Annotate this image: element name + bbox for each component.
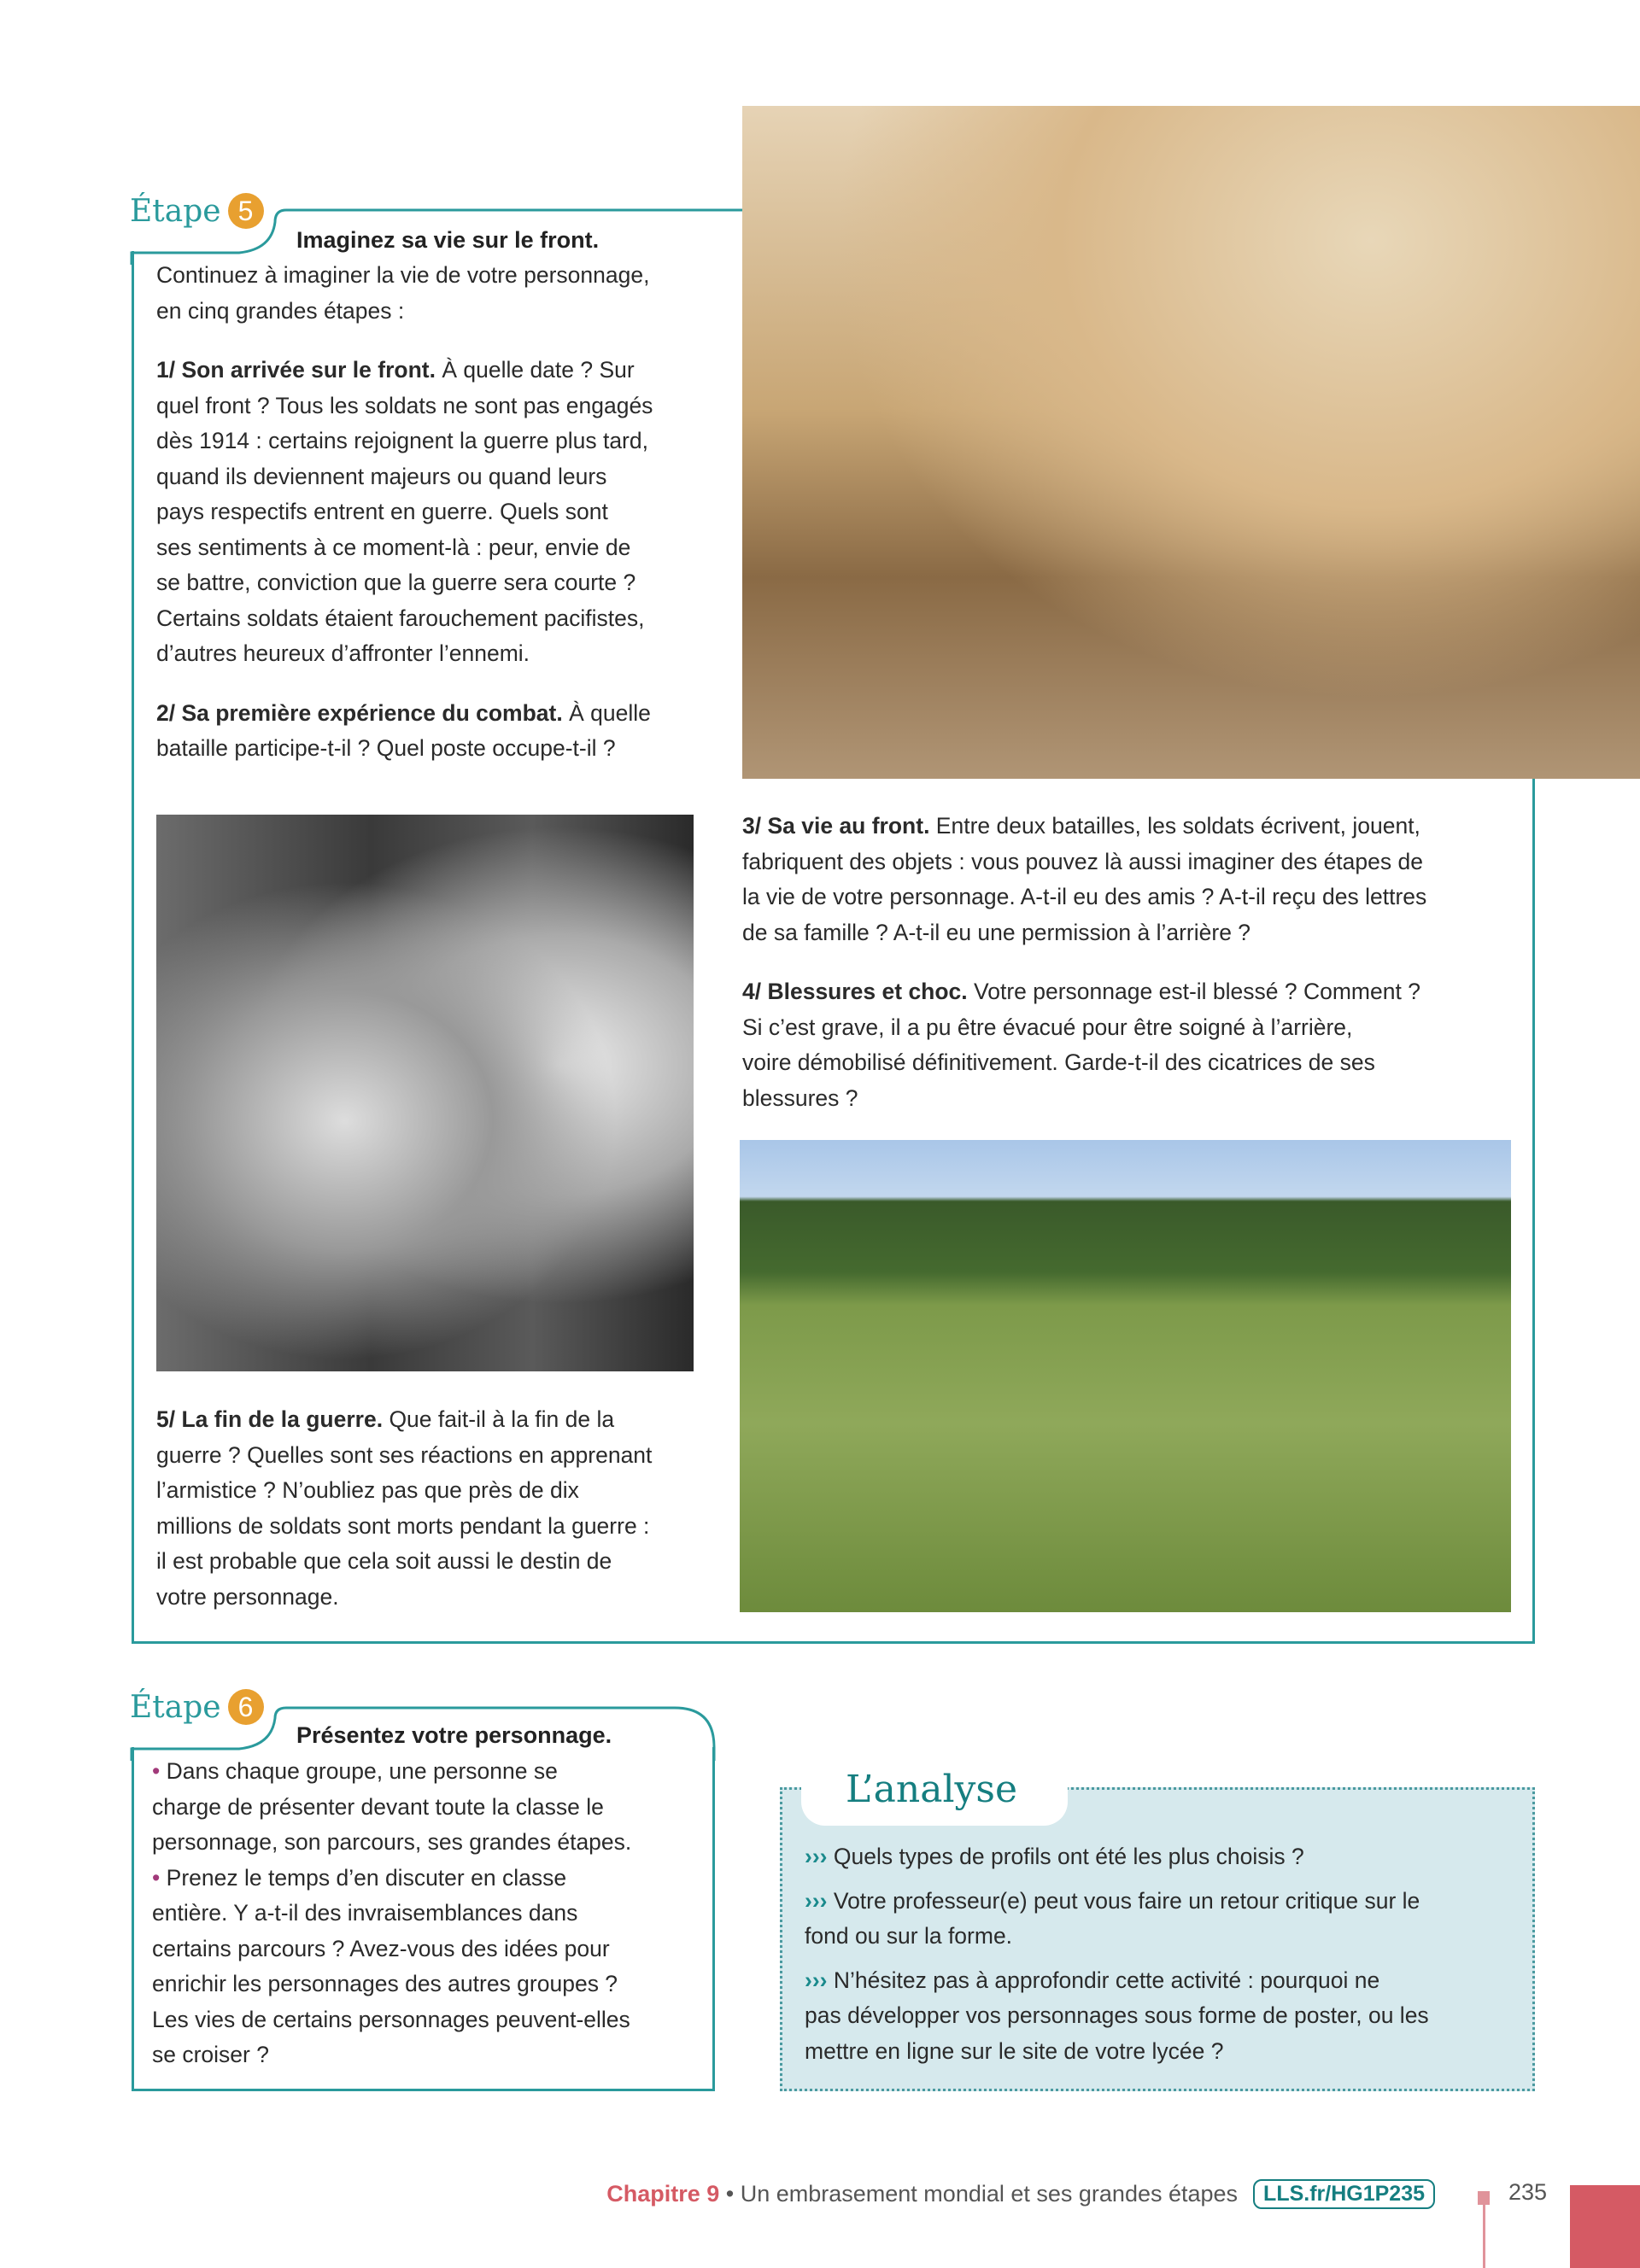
text-line: bataille participe-t-il ? Quel poste occupe-t-il ? <box>156 735 616 761</box>
text-line: Dans chaque groupe, une personne se <box>160 1758 558 1784</box>
text-line: Quels types de profils ont été les plus choisis ? <box>833 1844 1304 1869</box>
chapter-title: Un embrasement mondial et ses grandes étapes <box>740 2181 1239 2207</box>
step-1-heading: 1/ Son arrivée sur le front. <box>156 357 436 383</box>
text-line: certains parcours ? Avez-vous des idées pour <box>152 1935 610 1961</box>
text-line: ses sentiments à ce moment-là : peur, envie de <box>156 534 631 560</box>
bullet: • <box>152 1758 161 1784</box>
etape-5-title: Imaginez sa vie sur le front. <box>296 227 600 253</box>
text-line: millions de soldats sont morts pendant la guerre : <box>156 1512 650 1539</box>
text-line: Continuez à imaginer la vie de votre personnage, <box>156 262 650 288</box>
step-4-heading: 4/ Blessures et choc. <box>742 979 968 1004</box>
etape-5-text-right <box>742 809 1426 1140</box>
etape-6-title: Présentez votre personnage. <box>296 1722 612 1748</box>
analyse-item <box>805 1884 1429 1955</box>
step-4 <box>742 974 1426 1116</box>
surgeons-photo-image <box>156 815 694 1371</box>
step-3 <box>742 809 1426 950</box>
text-line: se battre, conviction que la guerre sera courte ? <box>156 570 636 595</box>
text-line: de sa famille ? A-t-il eu une permission à l’arrière ? <box>742 919 1251 945</box>
analyse-item <box>805 1839 1429 1875</box>
etape-6-text <box>152 1754 631 2073</box>
analyse-title: L’analyse <box>801 1764 1068 1826</box>
text-line: d’autres heureux d’affronter l’ennemi. <box>156 640 530 666</box>
lls-link[interactable]: LLS.fr/HG1P235 <box>1253 2179 1435 2209</box>
chevrons-icon: ››› <box>805 1967 828 1993</box>
text-line: quel front ? Tous les soldats ne sont pas engagés <box>156 392 653 418</box>
text-line: guerre ? Quelles sont ses réactions en apprenant <box>156 1441 653 1468</box>
bullet: • <box>152 1864 161 1891</box>
chevrons-icon: ››› <box>805 1844 828 1869</box>
separator: • <box>719 2181 741 2207</box>
text-line: Entre deux batailles, les soldats écrivent, jouent, <box>929 813 1420 839</box>
step-2 <box>156 696 653 767</box>
text-line: N’hésitez pas à approfondir cette activité : pourquoi ne <box>833 1967 1380 1993</box>
text-line: entière. Y a-t-il des invraisemblances dans <box>152 1900 578 1926</box>
footer <box>606 2179 1435 2209</box>
text-line: Les vies de certains personnages peuvent-elles <box>152 2006 630 2032</box>
text-line: en cinq grandes étapes : <box>156 297 405 324</box>
text-line: quand ils deviennent majeurs ou quand leurs <box>156 463 607 489</box>
text-line: À quelle <box>562 699 651 726</box>
text-line: mettre en ligne sur le site de votre lycée ? <box>805 2037 1224 2064</box>
text-line: voire démobilisé définitivement. Garde-t-il des cicatrices de ses <box>742 1049 1375 1075</box>
chevrons-icon: ››› <box>805 1887 828 1914</box>
text-line: Que fait-il à la fin de la <box>383 1406 615 1432</box>
text-line: pays respectifs entrent en guerre. Quels sont <box>156 499 608 524</box>
analyse-item <box>805 1963 1429 2070</box>
step-number-badge: 6 <box>228 1689 264 1725</box>
text-line: Votre personnage est-il blessé ? Comment ? <box>967 979 1420 1004</box>
step-3-heading: 3/ Sa vie au front. <box>742 813 930 839</box>
page-marker-line <box>1483 2203 1485 2268</box>
text-line: votre personnage. <box>156 1583 339 1610</box>
military-cemetery-photo-image <box>740 1140 1511 1612</box>
text-line: Prenez le temps d’en discuter en classe <box>160 1864 567 1891</box>
text-line: charge de présenter devant toute la classe le <box>152 1793 604 1820</box>
text-line: la vie de votre personnage. A-t-il eu des amis ? A-t-il reçu des lettres <box>742 884 1427 909</box>
text-line: dès 1914 : certains rejoignent la guerre plus tard, <box>156 428 648 453</box>
step-5-heading: 5/ La fin de la guerre. <box>156 1406 384 1432</box>
page-number: 235 <box>1508 2179 1548 2205</box>
text-line: Votre professeur(e) peut vous faire un retour critique sur le <box>833 1887 1420 1914</box>
analyse-list <box>805 1839 1429 2069</box>
battle-painting-image <box>742 106 1640 779</box>
step-5 <box>156 1402 652 1615</box>
chapter-label: Chapitre 9 <box>606 2181 720 2207</box>
etape-label: Étape <box>130 1689 221 1725</box>
text-line: fond ou sur la forme. <box>805 1923 1013 1949</box>
text-line: Certains soldats étaient farouchement pacifistes, <box>156 605 645 631</box>
text-line: enrichir les personnages des autres groupes ? <box>152 1971 618 1996</box>
text-line: fabriquent des objets : vous pouvez là aussi imaginer des étapes de <box>742 848 1423 874</box>
text-line: personnage, son parcours, ses grandes étapes. <box>152 1829 632 1855</box>
text-line: blessures ? <box>742 1084 858 1111</box>
text-line: pas développer vos personnages sous forme de poster, ou les <box>805 2002 1429 2028</box>
step-1 <box>156 353 653 672</box>
text-line: À quelle date ? Sur <box>435 357 635 383</box>
step-2-heading: 2/ Sa première expérience du combat. <box>156 699 563 726</box>
text-line: se croiser ? <box>152 2042 269 2067</box>
text-line: il est probable que cela soit aussi le destin de <box>156 1548 612 1574</box>
text-line: Si c’est grave, il a pu être évacué pour être soigné à l’arrière, <box>742 1014 1353 1040</box>
etape-5-text-left <box>156 258 653 791</box>
chapter-color-tab <box>1570 2185 1640 2268</box>
text-line: l’armistice ? N’oubliez pas que près de dix <box>156 1477 579 1503</box>
step-number-badge: 5 <box>228 193 264 229</box>
etape-label: Étape <box>130 193 221 229</box>
